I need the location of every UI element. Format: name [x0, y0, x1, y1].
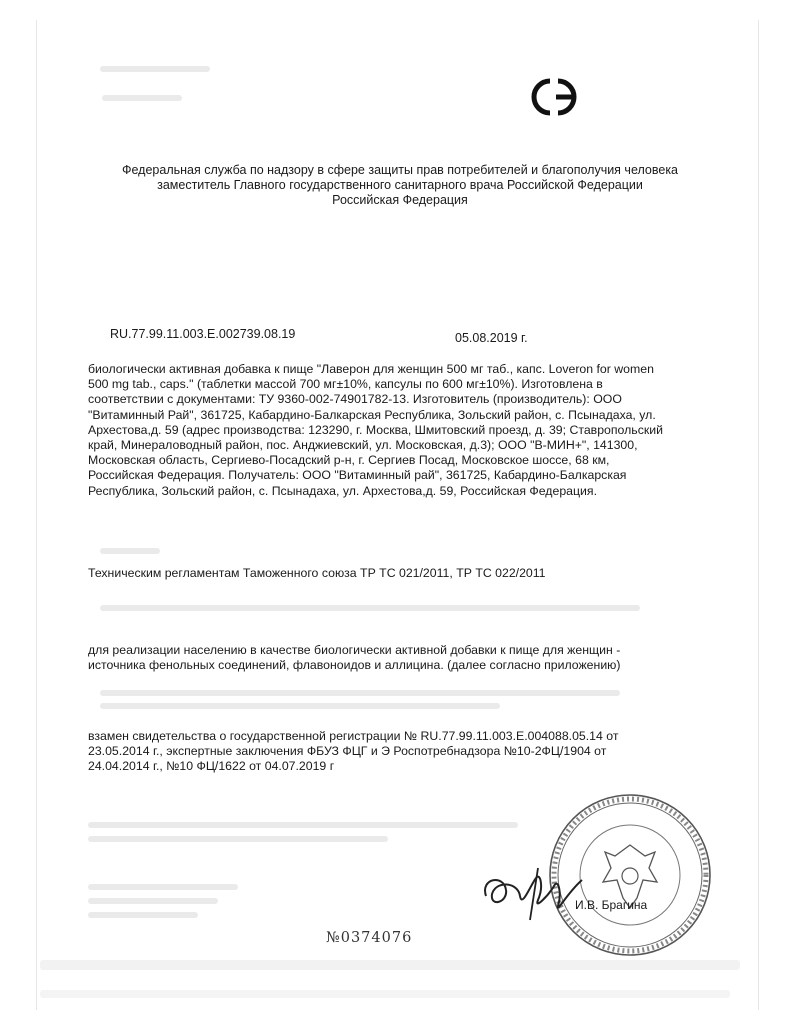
registration-number: RU.77.99.11.003.E.002739.08.19	[110, 327, 296, 341]
serial-number: №0374076	[326, 930, 413, 946]
faint-print	[100, 703, 500, 709]
faint-print	[100, 548, 160, 554]
purpose-statement: для реализации населению в качестве биологически активной добавки к пище для женщин - источника фенольных соединений, флавоноидов и аллицина. (далее согласно приложению)	[88, 643, 621, 673]
faint-print	[88, 836, 388, 842]
scan-edge	[36, 20, 37, 1010]
scan-edge	[758, 20, 759, 1010]
replacement-note: взамен свидетельства о государственной регистрации № RU.77.99.11.003.E.004088.05.14 от 23.05.2014 г., экспертные заключения ФБУЗ ФЦГ и Э Роспотребнадзора №10-2ФЦ/1904 от 24.04.2014 г., №10 ФЦ/1622 от 04.07.2019 г	[88, 729, 619, 774]
faint-print	[88, 884, 238, 890]
faint-print	[100, 66, 210, 72]
faint-print	[100, 605, 640, 611]
product-description: биологически активная добавка к пище "Лаверон для женщин 500 мг таб., капс. Loveron for women 500 mg tab., caps." (таблетки массой 700 мг±10%, капсулы по 600 мг±10%). Изготовлена в соответствии с документами: ТУ 9360-002-74901782-13. Изготовитель (производитель): ООО "Витаминный Рай", 361725, Кабардино-Балкарская Республика, Зольский район, с. Псынадаха, ул. Архестова,д. 59 (адрес производства: 123290, г. Москва, Шмитовский проезд, д. 39; Ставропольский край, Минераловодный район, пос. Анджиевский, ул. Московская, д.3); ООО "В-МИН+", 141300, Московская область, Сергиево-Посадский р-н, г. Сергиев Посад, Московское шоссе, 68 км, Российская Федерация. Получатель: ООО "Витаминный рай", 361725, Кабардино-Балкарская Республика, Зольский район, с. Псынадаха, ул. Архестова,д. 59, Российская Федерация.	[88, 362, 663, 498]
technical-reglament: Техническим регламентам Таможенного союза ТР ТС 021/2011, ТР ТС 022/2011	[88, 566, 546, 580]
se-logo-icon	[520, 72, 590, 122]
faint-print	[88, 898, 218, 904]
faint-print	[40, 990, 730, 998]
signature-icon	[478, 856, 588, 926]
registration-date: 05.08.2019 г.	[455, 331, 528, 345]
faint-print	[40, 960, 740, 970]
faint-print	[102, 95, 182, 101]
authority-line: Федеральная служба по надзору в сфере защиты прав потребителей и благополучия человека	[121, 163, 679, 177]
issuing-authority	[60, 163, 740, 208]
signer-name: И.В. Брагина	[575, 898, 648, 912]
authority-line: заместитель Главного государственного санитарного врача Российской Федерации	[157, 178, 643, 192]
faint-print	[88, 912, 198, 918]
faint-print	[100, 690, 620, 696]
authority-line: Российская Федерация	[332, 193, 468, 207]
faint-print	[88, 822, 518, 828]
